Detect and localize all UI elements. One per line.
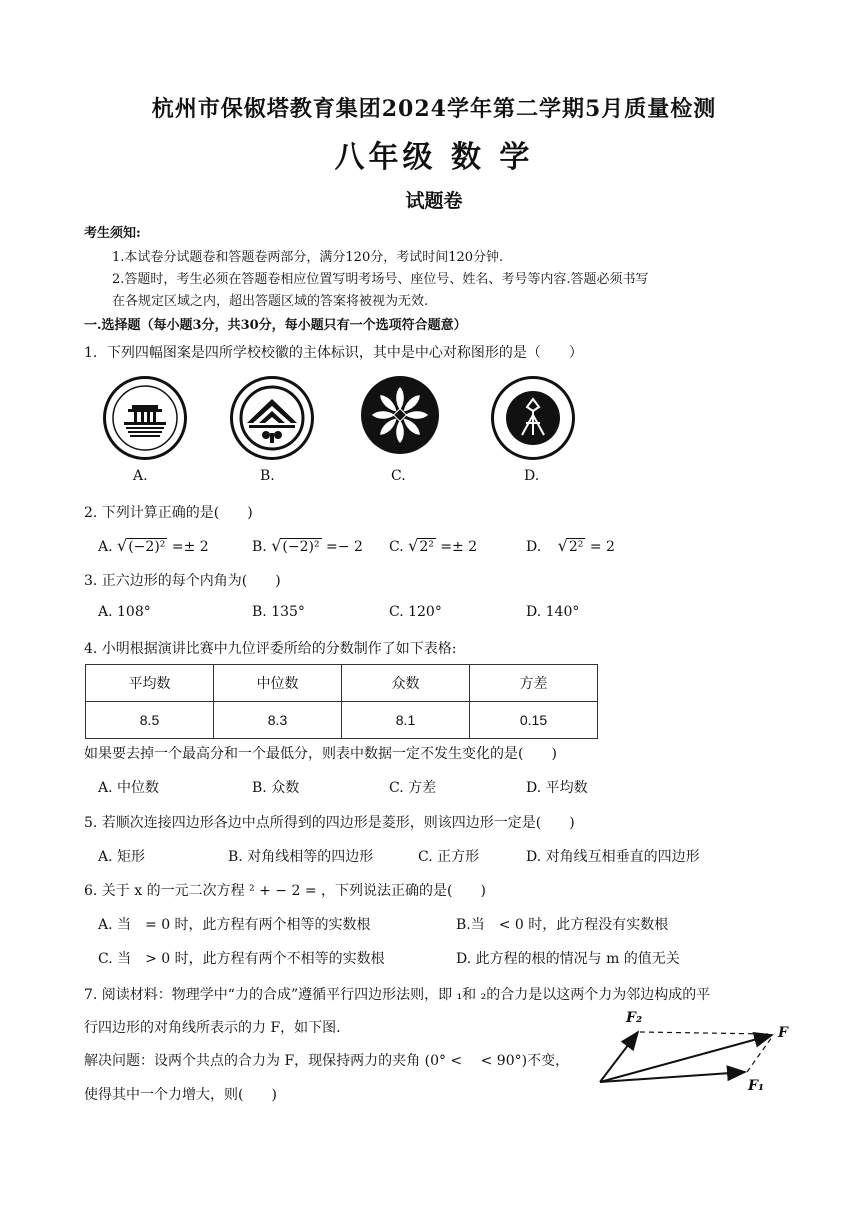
q4-option-b[interactable]: B. 众数: [252, 780, 300, 796]
q4-option-c[interactable]: C. 方差: [389, 780, 437, 796]
q1-option-d[interactable]: D.: [524, 468, 540, 484]
q3-option-b[interactable]: B. 135°: [252, 604, 305, 620]
q7-line-3: 解决问题：设两个共点的合力为 F，现保持两力的夹角 (0° < < 90°)不变，: [84, 1053, 570, 1069]
exam-subtitle: 试题卷: [405, 190, 463, 212]
q2-a-radicand: (−2)²: [128, 539, 166, 555]
table-cell: 8.3: [214, 702, 342, 739]
q2-option-d[interactable]: [526, 536, 615, 555]
q2-c-rest: =± 2: [435, 539, 478, 555]
label-f: F: [778, 1025, 788, 1041]
emblem-flower-icon: [361, 376, 439, 454]
score-table: [85, 664, 598, 739]
q2-a-rest: =± 2: [167, 539, 209, 555]
q2-d-radicand: 2²: [568, 539, 584, 555]
emblem-figure-icon: [491, 376, 575, 460]
notice-item-2a: 2.答题时，考生必须在答题卷相应位置写明考场号、座位号、姓名、考号等内容.答题必须书写: [112, 272, 649, 287]
q3-option-d[interactable]: D. 140°: [526, 604, 580, 620]
table-cell: 8.5: [86, 702, 214, 739]
notice-item-1: 1.本试卷分试题卷和答题卷两部分，满分120分，考试时间120分钟.: [112, 250, 504, 265]
q4-stem: 4. 小明根据演讲比赛中九位评委所给的分数制作了如下表格:: [84, 641, 457, 657]
q2-b-radicand: (−2)²: [282, 539, 320, 555]
q2-stem: 2. 下列计算正确的是( ): [84, 505, 253, 521]
q2-option-c[interactable]: [389, 536, 477, 555]
notice-item-2b: 在各规定区域之内，超出答题区域的答案将被视为无效.: [112, 294, 429, 309]
dashed-edge: [640, 1032, 768, 1034]
force-f2-arrow: [600, 1032, 638, 1082]
q5-option-b[interactable]: B. 对角线相等的四边形: [228, 849, 374, 865]
q5-option-d[interactable]: D. 对角线互相垂直的四边形: [526, 849, 700, 865]
table-row: [86, 702, 598, 739]
sqrt-icon: √: [408, 536, 419, 555]
q4-option-a[interactable]: A. 中位数: [98, 780, 160, 796]
q6-option-a[interactable]: A. 当 = 0 时，此方程有两个相等的实数根: [98, 917, 371, 933]
q2-option-a[interactable]: [98, 536, 209, 555]
table-header-cell: 众数: [342, 665, 470, 702]
q4-question: 如果要去掉一个最高分和一个最低分，则表中数据一定不发生变化的是( ): [84, 746, 557, 762]
sqrt-icon: √: [557, 536, 568, 555]
label-f2: F₂: [626, 1010, 643, 1026]
table-header-cell: 中位数: [214, 665, 342, 702]
q6-option-d[interactable]: D. 此方程的根的情况与 m 的值无关: [456, 951, 680, 967]
sqrt-icon: √: [117, 536, 128, 555]
q2-b-label: B.: [252, 539, 267, 555]
notice-heading: 考生须知:: [84, 226, 141, 241]
q1-option-a[interactable]: A.: [133, 468, 148, 484]
q1-option-b[interactable]: B.: [260, 468, 275, 484]
q3-option-c[interactable]: C. 120°: [389, 604, 442, 620]
q6-option-b[interactable]: B.当 < 0 时，此方程没有实数根: [456, 917, 669, 933]
table-header-row: [86, 665, 598, 702]
q2-d-label: D.: [526, 539, 542, 555]
exam-subject: 八年级 数 学: [334, 140, 534, 175]
table-cell: 8.1: [342, 702, 470, 739]
q2-option-b[interactable]: [252, 536, 363, 555]
emblem-roof-icon: [230, 376, 314, 460]
table-header-cell: 方差: [470, 665, 598, 702]
q5-option-a[interactable]: A. 矩形: [98, 849, 146, 865]
q2-a-label: A.: [98, 539, 113, 555]
dashed-edge: [747, 1037, 772, 1072]
q7-line-1: 7. 阅读材料：物理学中“力的合成”遵循平行四边形法则，即 ₁和 ₂的合力是以这两个力为邻边构成的平: [84, 987, 711, 1003]
emblem-tower-icon: [103, 376, 187, 460]
table-cell: 0.15: [470, 702, 598, 739]
q1-stem: 1．下列四幅图案是四所学校校徽的主体标识，其中是中心对称图形的是（ ）: [84, 345, 583, 361]
resultant-f-arrow: [600, 1035, 772, 1082]
q5-option-c[interactable]: C. 正方形: [418, 849, 480, 865]
q2-c-label: C.: [389, 539, 404, 555]
q1-option-c[interactable]: C.: [391, 468, 406, 484]
sqrt-icon: √: [271, 536, 282, 555]
force-parallelogram-diagram: [590, 1010, 800, 1105]
q7-line-2: 行四边形的对角线所表示的力 F，如下图.: [84, 1020, 341, 1036]
q3-stem: 3. 正六边形的每个内角为( ): [84, 573, 281, 589]
exam-title: 杭州市保俶塔教育集团2024学年第二学期5月质量检测: [151, 96, 717, 122]
q6-option-c[interactable]: C. 当 > 0 时，此方程有两个不相等的实数根: [98, 951, 385, 967]
q2-b-rest: =− 2: [321, 539, 363, 555]
q2-c-radicand: 2²: [419, 539, 434, 555]
q3-option-a[interactable]: A. 108°: [98, 604, 151, 620]
section-heading: 一.选择题（每小题3分，共30分，每小题只有一个选项符合题意）: [84, 318, 467, 333]
q7-line-4: 使得其中一个力增大，则( ): [84, 1087, 277, 1103]
q4-option-d[interactable]: D. 平均数: [526, 780, 588, 796]
q6-stem: 6. 关于 x 的一元二次方程 ² + − 2 = ，下列说法正确的是( ): [84, 883, 486, 899]
q2-d-rest: = 2: [585, 539, 615, 555]
q5-stem: 5. 若顺次连接四边形各边中点所得到的四边形是菱形，则该四边形一定是( ): [84, 815, 575, 831]
table-header-cell: 平均数: [86, 665, 214, 702]
label-f1: F₁: [748, 1078, 765, 1094]
